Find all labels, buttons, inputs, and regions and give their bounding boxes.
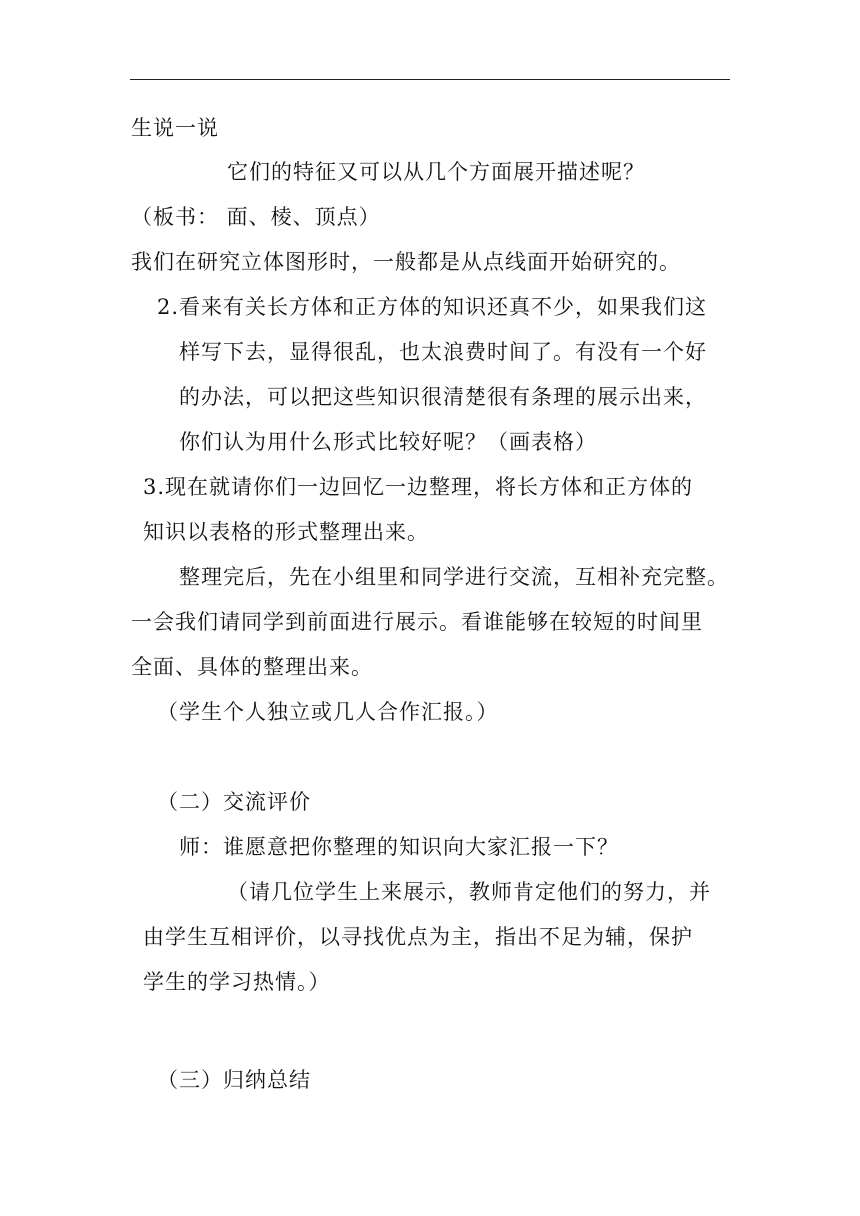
text-line: 一会我们请同学到前面进行展示。看谁能够在较短的时间里 xyxy=(131,610,703,634)
section-heading: （三）归纳总结 xyxy=(157,1068,311,1092)
text-line: 学生的学习热情。） xyxy=(143,970,331,994)
text-line: 整理完后，先在小组里和同学进行交流，互相补充完整。 xyxy=(179,565,729,589)
text-line: 样写下去，显得很乱，也太浪费时间了。有没有一个好 xyxy=(179,340,707,364)
text-line: 你们认为用什么形式比较好呢？（画表格） xyxy=(179,430,597,454)
text-line: 师：谁愿意把你整理的知识向大家汇报一下？ xyxy=(179,835,619,859)
text-line: 知识以表格的形式整理出来。 xyxy=(143,520,429,544)
text-line: 我们在研究立体图形时，一般都是从点线面开始研究的。 xyxy=(131,250,681,274)
header-rule xyxy=(130,79,730,80)
text-line: （学生个人独立或几人合作汇报。） xyxy=(157,700,499,724)
text-line: 3.现在就请你们一边回忆一边整理，将长方体和正方体的 xyxy=(143,475,694,499)
text-line: 的办法，可以把这些知识很清楚很有条理的展示出来， xyxy=(179,385,707,409)
text-line: 它们的特征又可以从几个方面展开描述呢？ xyxy=(227,160,645,184)
text-line: （请几位学生上来展示，教师肯定他们的努力，并 xyxy=(227,880,711,904)
text-line: 生说一说 xyxy=(131,116,219,140)
text-line: 全面、具体的整理出来。 xyxy=(131,655,373,679)
section-heading: （二）交流评价 xyxy=(157,790,311,814)
text-line: 由学生互相评价，以寻找优点为主，指出不足为辅，保护 xyxy=(143,925,693,949)
text-line: 2.看来有关长方体和正方体的知识还真不少，如果我们这 xyxy=(157,295,708,319)
text-line: （板书： 面、棱、顶点） xyxy=(131,205,381,229)
